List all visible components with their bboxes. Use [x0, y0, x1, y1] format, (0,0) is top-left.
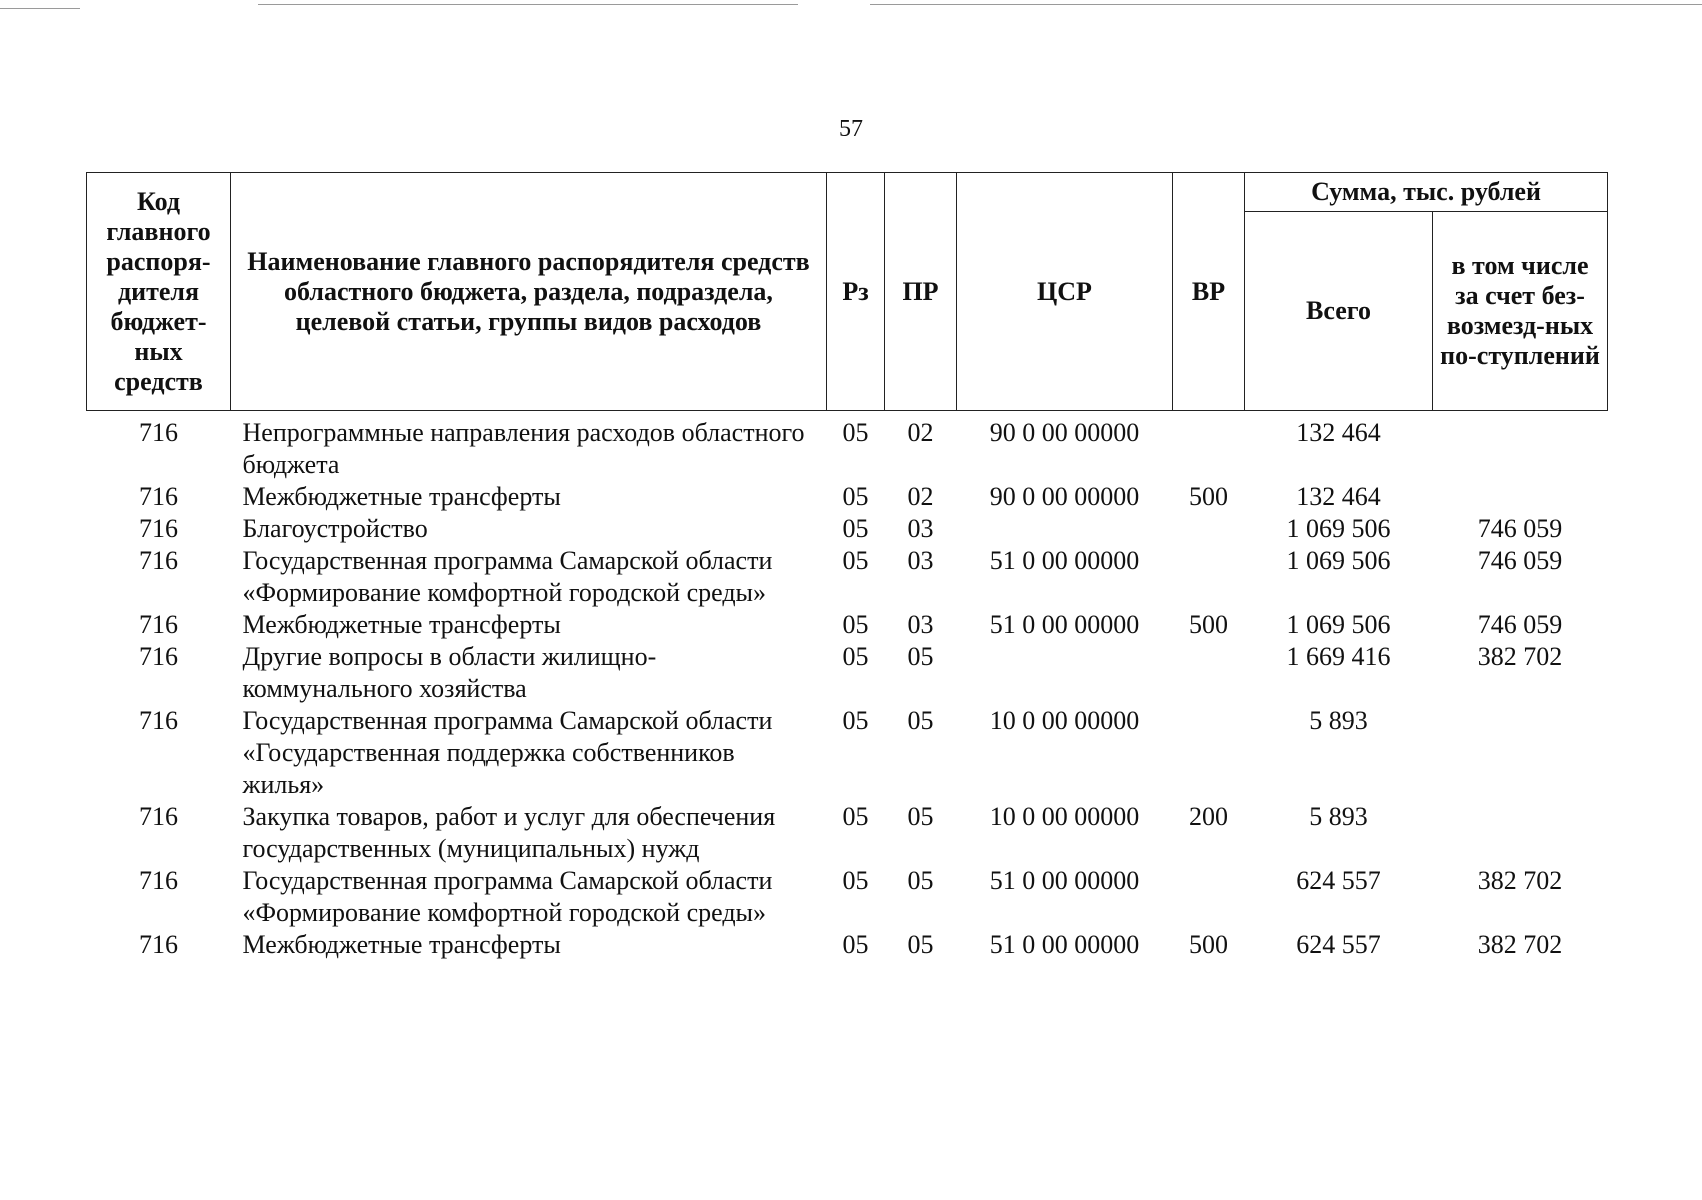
- cell-free: 382 702: [1477, 866, 1563, 895]
- header-free: в том числе за счет без-возмезд-ных по-ступлений: [1433, 212, 1608, 411]
- cell-csr: [957, 641, 1173, 705]
- cell-pr: 02: [907, 418, 934, 447]
- cell-total: 1 069 506: [1286, 514, 1391, 543]
- cell-total: 5 893: [1309, 706, 1368, 735]
- cell-name: Непрограммные направления расходов областного бюджета: [242, 418, 805, 479]
- cell-vr: [1173, 641, 1245, 705]
- cell-free: [1433, 411, 1608, 482]
- cell-rz: 05: [842, 930, 869, 959]
- cell-total: 5 893: [1309, 802, 1368, 831]
- cell-free: 382 702: [1477, 642, 1563, 671]
- cell-csr: 10 0 00 00000: [989, 802, 1140, 831]
- header-csr: ЦСР: [957, 173, 1173, 411]
- table-row: [87, 865, 1608, 929]
- cell-csr: 10 0 00 00000: [989, 706, 1140, 735]
- header-pr: ПР: [885, 173, 957, 411]
- cell-vr: [1173, 865, 1245, 929]
- cell-rz: 05: [842, 514, 869, 543]
- cell-rz: 05: [842, 866, 869, 895]
- cell-code: 716: [139, 930, 178, 959]
- cell-rz: 05: [842, 802, 869, 831]
- cell-free: [1433, 801, 1608, 865]
- cell-name: Государственная программа Самарской области «Формирование комфортной городской среды»: [242, 866, 773, 927]
- cell-free: [1433, 705, 1608, 801]
- cell-pr: 05: [907, 930, 934, 959]
- cell-csr: [957, 513, 1173, 545]
- table-row: [87, 481, 1608, 513]
- cell-vr: 200: [1189, 802, 1228, 831]
- cell-vr: [1173, 513, 1245, 545]
- cell-name: Межбюджетные трансферты: [242, 482, 561, 511]
- cell-pr: 03: [907, 514, 934, 543]
- table-row: [87, 411, 1608, 482]
- table-row: [87, 929, 1608, 961]
- cell-name: Благоустройство: [242, 514, 428, 543]
- cell-pr: 02: [907, 482, 934, 511]
- cell-name: Государственная программа Самарской области «Государственная поддержка собственников жилья»: [242, 706, 773, 799]
- cell-free: 746 059: [1477, 514, 1563, 543]
- cell-name: Другие вопросы в области жилищно-коммунального хозяйства: [242, 642, 657, 703]
- scan-edge-line: [258, 4, 798, 5]
- cell-csr: 90 0 00 00000: [989, 482, 1140, 511]
- table-row: [87, 513, 1608, 545]
- cell-free: [1433, 481, 1608, 513]
- cell-vr: [1173, 705, 1245, 801]
- cell-code: 716: [139, 610, 178, 639]
- cell-code: 716: [139, 866, 178, 895]
- cell-code: 716: [139, 514, 178, 543]
- cell-name: Межбюджетные трансферты: [242, 930, 561, 959]
- cell-rz: 05: [842, 418, 869, 447]
- table-row: [87, 609, 1608, 641]
- cell-csr: 51 0 00 00000: [989, 610, 1140, 639]
- cell-code: 716: [139, 546, 178, 575]
- cell-pr: 05: [907, 802, 934, 831]
- cell-total: 132 464: [1296, 418, 1381, 447]
- cell-name: Государственная программа Самарской области «Формирование комфортной городской среды»: [242, 546, 773, 607]
- cell-free: 382 702: [1477, 930, 1563, 959]
- header-sum-group: Сумма, тыс. рублей: [1245, 173, 1608, 212]
- scan-edge-line: [870, 4, 1702, 5]
- cell-name: Межбюджетные трансферты: [242, 610, 561, 639]
- page-number: 57: [839, 116, 863, 142]
- cell-total: 132 464: [1296, 482, 1381, 511]
- cell-rz: 05: [842, 706, 869, 735]
- cell-code: 716: [139, 482, 178, 511]
- cell-total: 624 557: [1296, 866, 1381, 895]
- header-total: Всего: [1245, 212, 1433, 411]
- table-row: [87, 545, 1608, 609]
- cell-csr: 51 0 00 00000: [989, 546, 1140, 575]
- cell-pr: 03: [907, 610, 934, 639]
- cell-code: 716: [139, 706, 178, 735]
- cell-vr: [1173, 411, 1245, 482]
- cell-code: 716: [139, 642, 178, 671]
- header-name: Наименование главного распорядителя средств областного бюджета, раздела, подраздела, целевой статьи, группы видов расходов: [231, 173, 827, 411]
- cell-name: Закупка товаров, работ и услуг для обеспечения государственных (муниципальных) нужд: [242, 802, 776, 863]
- cell-csr: 51 0 00 00000: [989, 930, 1140, 959]
- cell-vr: [1173, 545, 1245, 609]
- cell-pr: 03: [907, 546, 934, 575]
- cell-vr: 500: [1189, 610, 1228, 639]
- cell-vr: 500: [1189, 930, 1228, 959]
- budget-table: [86, 172, 1608, 961]
- table-row: [87, 641, 1608, 705]
- cell-rz: 05: [842, 546, 869, 575]
- cell-csr: 51 0 00 00000: [989, 866, 1140, 895]
- cell-free: 746 059: [1477, 546, 1563, 575]
- cell-rz: 05: [842, 610, 869, 639]
- table-row: [87, 801, 1608, 865]
- budget-table-container: [86, 172, 1607, 961]
- header-rz: Рз: [827, 173, 885, 411]
- cell-pr: 05: [907, 866, 934, 895]
- cell-code: 716: [139, 418, 178, 447]
- cell-total: 624 557: [1296, 930, 1381, 959]
- cell-pr: 05: [907, 706, 934, 735]
- cell-csr: 90 0 00 00000: [989, 418, 1140, 447]
- table-header-row: [87, 173, 1608, 212]
- cell-vr: 500: [1189, 482, 1228, 511]
- cell-total: 1 069 506: [1286, 546, 1391, 575]
- cell-rz: 05: [842, 642, 869, 671]
- cell-rz: 05: [842, 482, 869, 511]
- cell-total: 1 069 506: [1286, 610, 1391, 639]
- scan-edge-line: [0, 8, 80, 9]
- cell-free: 746 059: [1477, 610, 1563, 639]
- table-body: [87, 411, 1608, 962]
- header-code: Код главного распоря-дителя бюджет-ных средств: [87, 173, 231, 411]
- cell-pr: 05: [907, 642, 934, 671]
- table-row: [87, 705, 1608, 801]
- cell-code: 716: [139, 802, 178, 831]
- header-vr: ВР: [1173, 173, 1245, 411]
- cell-total: 1 669 416: [1286, 642, 1391, 671]
